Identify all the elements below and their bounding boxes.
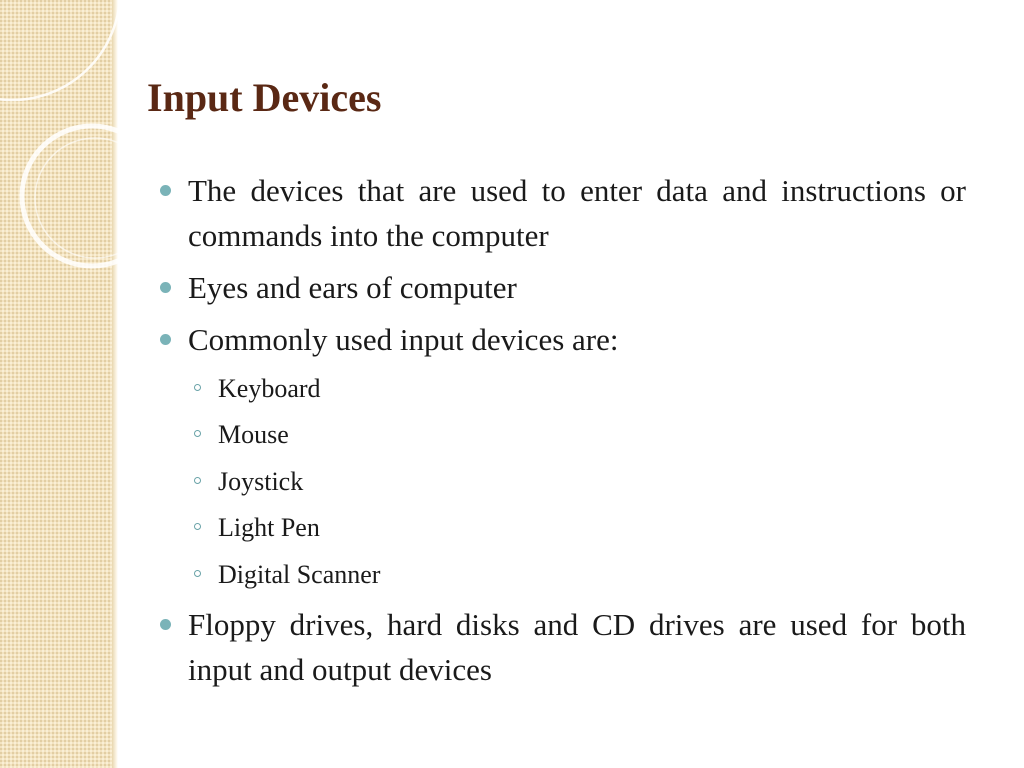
ring-bullet-icon (194, 570, 201, 577)
bullet-text: Commonly used input devices are: (188, 322, 619, 357)
sub-bullet-text: Keyboard (218, 374, 321, 403)
bullet-item (160, 168, 966, 258)
sub-bullet-text: Mouse (218, 420, 289, 450)
bullet-dot-icon (160, 282, 171, 293)
bullet-item (160, 317, 966, 362)
bullet-dot-icon (160, 185, 171, 196)
sub-bullet-item (160, 552, 966, 598)
bullet-text: Floppy drives, hard disks and CD drives are used for both input and output devices (188, 607, 966, 688)
ring-bullet-icon (194, 384, 201, 391)
bullet-text: Eyes and ears of computer (188, 270, 517, 305)
sub-bullet-text: Joystick (218, 466, 304, 496)
bullet-item (160, 602, 966, 692)
ring-bullet-icon (194, 523, 201, 530)
sub-bullet-text: Digital Scanner (218, 559, 381, 589)
sub-bullet-item (160, 366, 966, 412)
ring-bullet-icon (194, 477, 201, 484)
sub-bullet-item (160, 412, 966, 458)
bullet-item (160, 265, 966, 310)
slide-title: Input Devices (147, 75, 382, 120)
sub-bullet-text: Light Pen (218, 513, 320, 543)
sub-bullet-list (160, 366, 966, 598)
sub-bullet-item (160, 459, 966, 505)
ring-swirl-icon (0, 0, 130, 320)
bullet-dot-icon (160, 619, 171, 630)
slide-content (160, 168, 966, 692)
bullet-text: The devices that are used to enter data and instructions or commands into the computer (188, 173, 966, 253)
bullet-dot-icon (160, 334, 171, 345)
sub-bullet-item (160, 505, 966, 551)
ring-bullet-icon (194, 430, 201, 437)
